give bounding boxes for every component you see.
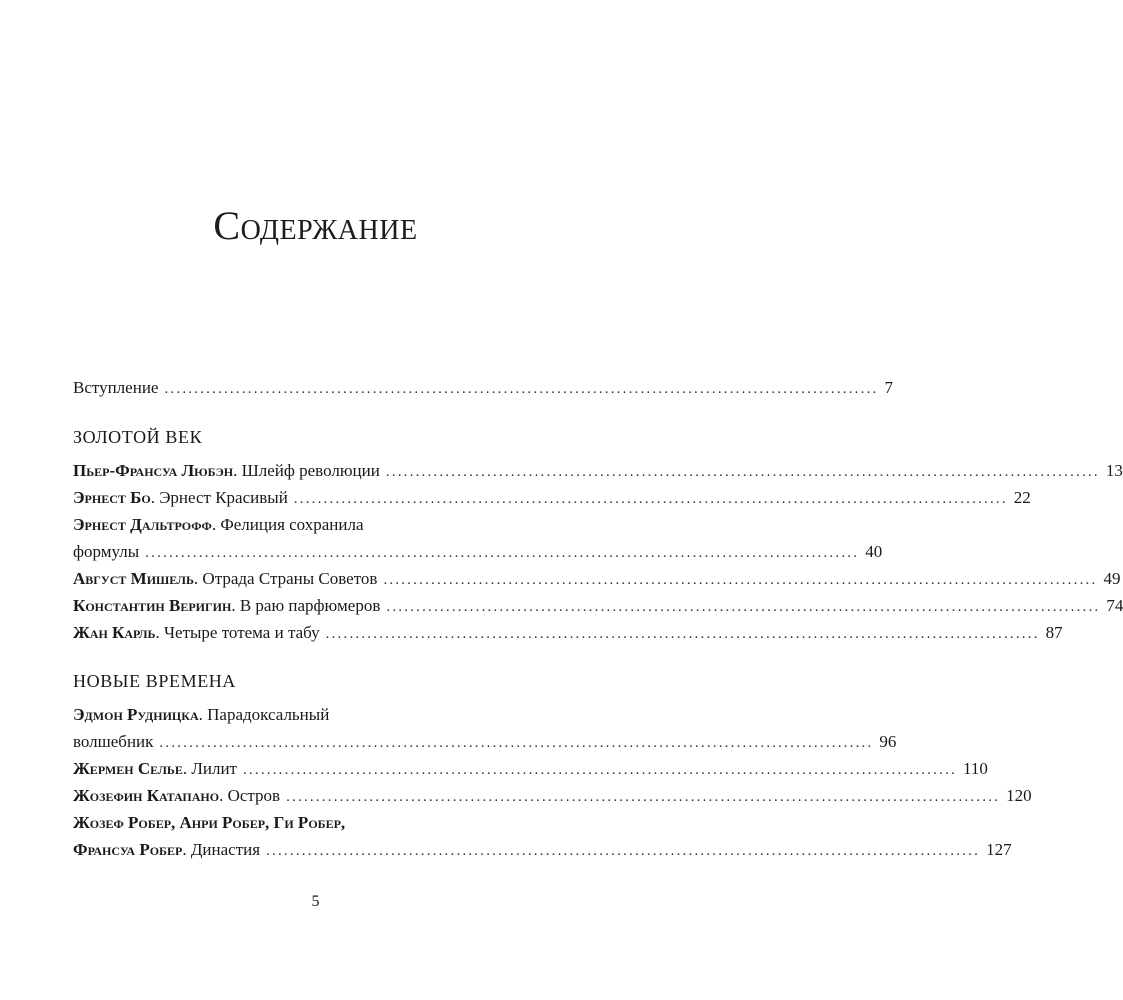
toc-page-number: 49 <box>1103 569 1121 588</box>
toc-entry: Жермен Селье. Лилит ........................................................................................................................ 110 <box>73 755 526 782</box>
toc-page-number: 22 <box>1013 488 1031 507</box>
table-of-contents <box>73 374 1123 863</box>
toc-entry: Константин Веригин. В раю парфюмеров ........................................................................................................................ 74 <box>73 592 526 619</box>
toc-entry-title: Лилит <box>191 759 237 778</box>
toc-entry-title: В раю парфюмеров <box>239 596 381 615</box>
toc-entry: Эрнест Бо. Эрнест Красивый ........................................................................................................................ 22 <box>73 484 526 511</box>
toc-entry-title: Вступление <box>73 378 159 397</box>
toc-entry: Жан Карль. Четыре тотема и табу ........................................................................................................................ 87 <box>73 619 526 646</box>
toc-page-number: 96 <box>879 732 897 751</box>
dot-leader: ........................................................................................................................ <box>159 735 874 751</box>
toc-page-number: 74 <box>1106 596 1123 615</box>
toc-entry-title: волшебник <box>73 732 154 751</box>
toc-entry: Жозефин Катапано. Остров ........................................................................................................................ 120 <box>73 782 526 809</box>
dot-leader: ........................................................................................................................ <box>293 491 1008 507</box>
toc-entry-title: Отрада Страны Советов <box>202 569 378 588</box>
toc-author: Эдмон Рудницка <box>73 705 199 724</box>
toc-page-number: 110 <box>962 759 988 778</box>
toc-entry: Пьер-Франсуа Любэн. Шлейф революции ........................................................................................................................ 13 <box>73 457 526 484</box>
dot-leader: ........................................................................................................................ <box>164 381 879 397</box>
toc-author: Эрнест Дальтрофф <box>73 515 212 534</box>
toc-entry-continuation: Франсуа Робер. Династия ........................................................................................................................ 127 <box>73 836 526 863</box>
toc-page-number: 127 <box>986 840 1012 859</box>
toc-entry: Эрнест Дальтрофф. Фелиция сохранила <box>73 515 364 534</box>
toc-author: Франсуа Робер <box>73 840 183 859</box>
toc-author: Август Мишель <box>73 569 194 588</box>
toc-entry-title: Фелиция сохранила <box>220 515 364 534</box>
dot-leader: ........................................................................................................................ <box>145 545 860 561</box>
page-title: Содержание <box>213 203 418 248</box>
toc-entry-continuation <box>73 728 897 755</box>
toc-author: Жан Карль <box>73 623 156 642</box>
dot-leader: ........................................................................................................................ <box>386 599 1101 615</box>
toc-entry-title: Четыре тотема и табу <box>163 623 320 642</box>
section-heading: НОВЫЕ ВРЕМЕНА <box>73 671 237 691</box>
toc-author: Жозефин Катапано <box>73 786 220 805</box>
toc-entry: Август Мишель. Отрада Страны Советов ........................................................................................................................ 49 <box>73 565 526 592</box>
toc-page-number: 7 <box>884 378 893 397</box>
dot-leader: ........................................................................................................................ <box>385 464 1100 480</box>
page-number: 5 <box>311 893 320 910</box>
toc-entry-title: Династия <box>190 840 261 859</box>
dot-leader: ........................................................................................................................ <box>242 762 957 778</box>
toc-page-number: 87 <box>1045 623 1063 642</box>
toc-entry: Эдмон Рудницка. Парадоксальный <box>73 705 330 724</box>
toc-page-number: 40 <box>865 542 883 561</box>
toc-entry-title: Шлейф революции <box>241 461 380 480</box>
toc-entry <box>73 809 526 836</box>
toc-page-number: 120 <box>1006 786 1032 805</box>
dot-leader: ........................................................................................................................ <box>286 789 1001 805</box>
toc-author: Жермен Селье <box>73 759 183 778</box>
toc-entry-title: Парадоксальный <box>207 705 330 724</box>
toc-author: Пьер-Франсуа Любэн <box>73 461 234 480</box>
dot-leader: ........................................................................................................................ <box>325 626 1040 642</box>
toc-entry-intro <box>73 374 893 401</box>
toc-author: Жозеф Робер, Анри Робер, Ги Робер, <box>73 813 346 832</box>
toc-entry-title: Эрнест Красивый <box>159 488 288 507</box>
dot-leader: ........................................................................................................................ <box>266 843 981 859</box>
toc-author: Константин Веригин <box>73 596 232 615</box>
section-heading: ЗОЛОТОЙ ВЕК <box>73 427 203 447</box>
toc-entry-title: формулы <box>73 542 140 561</box>
toc-page-number: 13 <box>1105 461 1123 480</box>
toc-author: Эрнест Бо <box>73 488 151 507</box>
toc-entry-title: Остров <box>227 786 281 805</box>
toc-entry-continuation <box>73 538 883 565</box>
dot-leader: ........................................................................................................................ <box>383 572 1098 588</box>
